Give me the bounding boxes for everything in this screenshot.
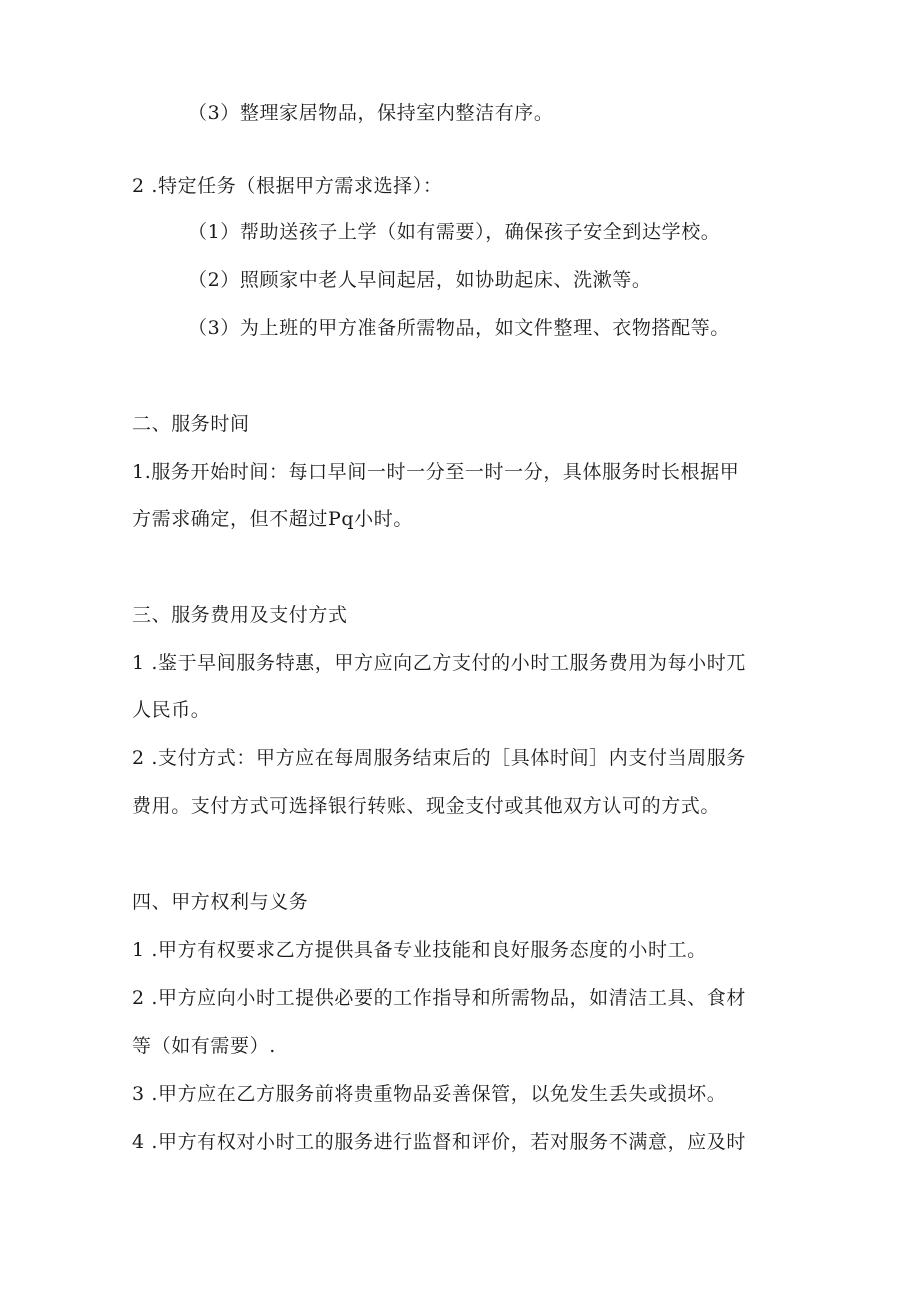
section4-line-3: 等（如有需要）.	[132, 1035, 276, 1057]
section2-line-1: 1.服务开始时间：每口早间一时一分至一时一分，具体服务时长根据甲	[132, 461, 740, 483]
section4-heading: 四、甲方权利与义务	[132, 891, 309, 913]
section3-line-3: 2 .支付方式：甲方应在每周服务结束后的［具体时间］内支付当周服务	[132, 747, 746, 769]
section2-line-2: 方需求确定，但不超过Pq小时。	[132, 508, 413, 530]
section4-line-4: 3 .甲方应在乙方服务前将贵重物品妥善保管，以免发生丢失或损坏。	[132, 1083, 727, 1105]
section4-line-1: 1 .甲方有权要求乙方提供具备专业技能和良好服务态度的小时工。	[132, 939, 707, 961]
section2-heading: 二、服务时间	[132, 413, 250, 435]
section3-line-4: 费用。支付方式可选择银行转账、现金支付或其他双方认可的方式。	[132, 795, 721, 817]
task2-item-3: （3）为上班的甲方准备所需物品，如文件整理、衣物搭配等。	[188, 317, 730, 339]
task2-item-2: （2）照顾家中老人早间起居，如协助起床、洗漱等。	[188, 269, 652, 291]
section3-heading: 三、服务费用及支付方式	[132, 604, 348, 626]
section3-line-1: 1 .鉴于早间服务特惠，甲方应向乙方支付的小时工服务费用为每小时兀	[132, 652, 746, 674]
task2-item-1: （1）帮助送孩子上学（如有需要），确保孩子安全到达学校。	[188, 221, 721, 243]
section3-line-2: 人民币。	[132, 699, 211, 721]
task2-heading: 2 .特定任务（根据甲方需求选择）：	[132, 175, 443, 197]
section4-line-2: 2 .甲方应向小时工提供必要的工作指导和所需物品，如清洁工具、食材	[132, 987, 746, 1009]
task1-item-3: （3）整理家居物品，保持室内整洁有序。	[188, 102, 554, 124]
section4-line-5: 4 .甲方有权对小时工的服务进行监督和评价，若对服务不满意，应及时	[132, 1131, 746, 1153]
